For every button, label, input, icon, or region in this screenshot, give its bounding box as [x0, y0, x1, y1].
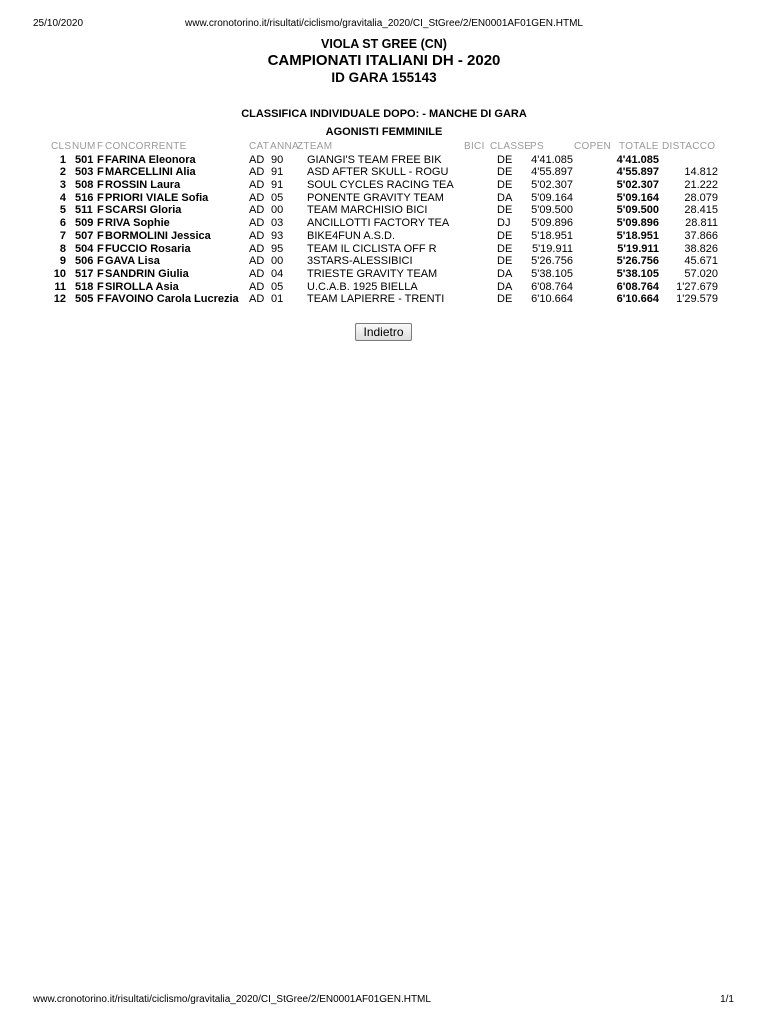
total-time-cell: 4'55.897	[616, 166, 659, 179]
col-copen-header: COPEN	[574, 141, 612, 152]
stage-time-cell: 6'10.664	[531, 293, 573, 306]
class-cell: DE	[497, 229, 513, 242]
table-row	[0, 217, 768, 230]
category-cell: AD	[249, 153, 265, 166]
col-anno-header: ANNA	[270, 141, 299, 152]
category-cell: AD	[249, 293, 265, 306]
gap-cell: 28.079	[684, 191, 718, 204]
category-cell: AD	[249, 242, 265, 255]
category-cell: AD	[249, 280, 265, 293]
year-cell: 95	[271, 242, 284, 255]
year-cell: 00	[271, 204, 284, 217]
rank-cell: 8	[59, 242, 66, 255]
class-cell: DE	[497, 293, 513, 306]
bib-number-cell: 518	[75, 280, 94, 293]
class-cell: DE	[497, 179, 513, 192]
competitor-name-cell: BORMOLINI Jessica	[105, 229, 211, 242]
competitor-name-cell: SANDRIN Giulia	[105, 267, 189, 280]
stage-time-cell: 5'38.105	[531, 267, 573, 280]
team-cell: GIANGI'S TEAM FREE BIK	[307, 153, 442, 166]
bib-number-cell: 506	[75, 255, 94, 268]
col-cat-header: CAT	[249, 141, 270, 152]
sex-cell: F	[97, 217, 104, 230]
organizer-title: VIOLA ST GREE (CN)	[321, 37, 447, 51]
col-bici-header: BICI	[464, 141, 485, 152]
gap-cell: 14.812	[684, 166, 718, 179]
class-cell: DE	[497, 166, 513, 179]
stage-time-cell: 5'09.896	[531, 217, 573, 230]
category-cell: AD	[249, 255, 265, 268]
sex-cell: F	[97, 255, 104, 268]
year-cell: 93	[271, 229, 284, 242]
year-cell: 04	[271, 267, 284, 280]
print-date: 25/10/2020	[33, 18, 84, 29]
results-rows	[0, 154, 768, 306]
team-cell: U.C.A.B. 1925 BIELLA	[307, 280, 418, 293]
bib-number-cell: 503	[75, 166, 94, 179]
year-cell: 05	[271, 280, 284, 293]
team-cell: PONENTE GRAVITY TEAM	[307, 191, 444, 204]
competitor-name-cell: SCARSI Gloria	[105, 204, 182, 217]
gap-cell: 28.811	[685, 217, 718, 230]
year-cell: 05	[271, 191, 284, 204]
team-cell: TEAM IL CICLISTA OFF R	[307, 242, 437, 255]
print-footer	[0, 994, 768, 1006]
gap-cell: 28.415	[684, 204, 718, 217]
team-cell: ANCILLOTTI FACTORY TEA	[307, 217, 450, 230]
back-button[interactable]: Indietro	[355, 323, 412, 341]
total-time-cell: 5'09.500	[616, 204, 659, 217]
page-number: 1/1	[720, 994, 734, 1005]
gap-cell: 45.671	[684, 255, 718, 268]
table-row	[0, 204, 768, 217]
class-cell: DE	[497, 242, 513, 255]
col-name-header: CONCORRENTE	[105, 141, 187, 152]
stage-time-cell: 5'02.307	[531, 179, 573, 192]
team-cell: 3STARS-ALESSIBICI	[307, 255, 413, 268]
bib-number-cell: 505	[75, 293, 94, 306]
team-cell: TRIESTE GRAVITY TEAM	[307, 267, 438, 280]
total-time-cell: 5'09.164	[616, 191, 659, 204]
year-cell: 01	[271, 293, 284, 306]
total-time-cell: 5'26.756	[616, 255, 659, 268]
category-cell: AD	[249, 229, 265, 242]
rank-cell: 9	[59, 255, 66, 268]
bib-number-cell: 517	[75, 267, 94, 280]
stage-time-cell: 4'55.897	[531, 166, 573, 179]
bib-number-cell: 504	[75, 242, 94, 255]
col-cls-header: CLS	[51, 141, 72, 152]
col-classe-header: CLASSE	[490, 141, 532, 152]
col-distacco-header: DISTACCO	[662, 141, 716, 152]
table-row	[0, 192, 768, 205]
class-cell: DE	[497, 153, 513, 166]
competitor-name-cell: SIROLLA Asia	[105, 280, 179, 293]
competitor-name-cell: FARINA Eleonora	[105, 153, 196, 166]
bib-number-cell: 511	[75, 204, 93, 217]
results-table	[0, 141, 768, 306]
race-id: ID GARA 155143	[331, 70, 437, 85]
table-row	[0, 179, 768, 192]
col-totale-header: TOTALE	[619, 141, 659, 152]
class-cell: DE	[497, 255, 513, 268]
category-cell: AD	[249, 204, 265, 217]
sex-cell: F	[97, 153, 104, 166]
class-cell: DA	[497, 267, 513, 280]
category-cell: AD	[249, 166, 265, 179]
gap-cell: 1'29.579	[676, 293, 718, 306]
table-row	[0, 166, 768, 179]
category-title: AGONISTI FEMMINILE	[325, 126, 443, 138]
total-time-cell: 6'10.664	[616, 293, 659, 306]
category-cell: AD	[249, 267, 265, 280]
class-cell: DA	[497, 191, 513, 204]
table-row	[0, 268, 768, 281]
gap-cell: 37.866	[684, 229, 718, 242]
competitor-name-cell: FUCCIO Rosaria	[105, 242, 191, 255]
team-cell: SOUL CYCLES RACING TEA	[307, 179, 454, 192]
bib-number-cell: 501	[75, 153, 94, 166]
class-cell: DE	[497, 204, 513, 217]
team-cell: ASD AFTER SKULL - ROGU	[307, 166, 449, 179]
sex-cell: F	[97, 229, 104, 242]
sex-cell: F	[97, 280, 104, 293]
col-sex-header: F	[97, 141, 104, 152]
total-time-cell: 5'09.896	[616, 217, 659, 230]
print-url: www.cronotorino.it/risultati/ciclismo/gravitalia_2020/CI_StGree/2/EN0001AF01GEN.HTML	[185, 18, 583, 29]
category-cell: AD	[249, 191, 265, 204]
sex-cell: F	[97, 179, 104, 192]
competitor-name-cell: PRIORI VIALE Sofia	[105, 191, 209, 204]
gap-cell: 21.222	[684, 179, 718, 192]
rank-cell: 6	[59, 217, 66, 230]
table-header	[0, 141, 768, 154]
year-cell: 90	[271, 153, 284, 166]
rank-cell: 7	[59, 229, 66, 242]
sex-cell: F	[97, 267, 104, 280]
total-time-cell: 4'41.085	[616, 153, 659, 166]
gap-cell: 1'27.679	[676, 280, 718, 293]
total-time-cell: 5'18.951	[616, 229, 659, 242]
rank-cell: 3	[59, 179, 66, 192]
class-cell: DJ	[497, 217, 511, 230]
bib-number-cell: 508	[75, 179, 94, 192]
team-cell: TEAM MARCHISIO BICI	[307, 204, 428, 217]
gap-cell: 57.020	[684, 267, 718, 280]
rank-cell: 2	[59, 166, 66, 179]
category-cell: AD	[249, 217, 265, 230]
sex-cell: F	[97, 166, 104, 179]
table-row	[0, 281, 768, 294]
table-row	[0, 243, 768, 256]
stage-time-cell: 6'08.764	[531, 280, 573, 293]
competitor-name-cell: MARCELLINI Alia	[105, 166, 196, 179]
rank-cell: 12	[53, 293, 66, 306]
table-row	[0, 230, 768, 243]
col-team-header: ZTEAM	[297, 141, 333, 152]
sex-cell: F	[97, 293, 104, 306]
competitor-name-cell: ROSSIN Laura	[105, 179, 181, 192]
stage-time-cell: 5'18.951	[531, 229, 573, 242]
page-heading	[0, 37, 768, 86]
col-ps-header: PS	[530, 141, 544, 152]
competitor-name-cell: FAVOINO Carola Lucrezia	[105, 293, 239, 306]
sex-cell: F	[97, 242, 104, 255]
rank-cell: 4	[59, 191, 66, 204]
rank-cell: 1	[59, 153, 66, 166]
year-cell: 91	[271, 179, 284, 192]
total-time-cell: 5'02.307	[616, 179, 659, 192]
bib-number-cell: 509	[75, 217, 94, 230]
total-time-cell: 5'19.911	[617, 242, 659, 255]
team-cell: TEAM LAPIERRE - TRENTI	[307, 293, 445, 306]
stage-time-cell: 5'19.911	[531, 242, 573, 255]
year-cell: 91	[271, 166, 284, 179]
rank-cell: 11	[54, 280, 66, 293]
col-num-header: NUM	[72, 141, 96, 152]
stage-time-cell: 5'09.164	[531, 191, 573, 204]
table-row	[0, 293, 768, 306]
total-time-cell: 5'38.105	[616, 267, 659, 280]
rank-cell: 10	[53, 267, 66, 280]
footer-url: www.cronotorino.it/risultati/ciclismo/gravitalia_2020/CI_StGree/2/EN0001AF01GEN.HTML	[33, 994, 431, 1005]
total-time-cell: 6'08.764	[616, 280, 659, 293]
table-row	[0, 154, 768, 167]
year-cell: 00	[271, 255, 284, 268]
sex-cell: F	[97, 191, 104, 204]
rank-cell: 5	[59, 204, 66, 217]
competitor-name-cell: RIVA Sophie	[105, 217, 170, 230]
competitor-name-cell: GAVA Lisa	[105, 255, 160, 268]
classification-title: CLASSIFICA INDIVIDUALE DOPO: - MANCHE DI GARA	[241, 108, 527, 120]
stage-time-cell: 5'09.500	[531, 204, 573, 217]
class-cell: DA	[497, 280, 513, 293]
category-cell: AD	[249, 179, 265, 192]
table-row	[0, 255, 768, 268]
bib-number-cell: 507	[75, 229, 94, 242]
gap-cell: 38.826	[684, 242, 718, 255]
bib-number-cell: 516	[75, 191, 94, 204]
year-cell: 03	[271, 217, 284, 230]
stage-time-cell: 4'41.085	[531, 153, 573, 166]
stage-time-cell: 5'26.756	[531, 255, 573, 268]
team-cell: BIKE4FUN A.S.D.	[307, 229, 396, 242]
event-title: CAMPIONATI ITALIANI DH - 2020	[267, 52, 501, 69]
sex-cell: F	[97, 204, 104, 217]
print-header	[0, 18, 768, 30]
